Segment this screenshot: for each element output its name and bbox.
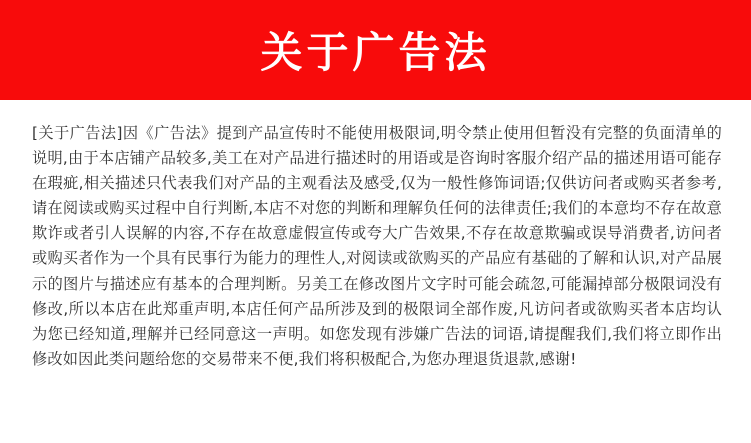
advertising-law-notice: [关于广告法]因《广告法》提到产品宣传时不能使用极限词,明令禁止使用但暂没有完整的负面清单的说明,由于本店铺产品较多,美工在对产品进行描述时的用语或是咨询时客服介绍产品的描述用语可能存在瑕疵,相关描述只代表我们对产品的主观看法及感受,仅为一般性修饰词语;仅供访问者或购买者参考,请在阅读或购买过程中自行判断,本店不对您的判断和理解负任何的法律责任;我们的本意均不存在故意欺诈或者引人误解的内容,不存在故意虚假宣传或夸大广告效果,不存在故意欺骗或误导消费者,访问者或购买者作为一个具有民事行为能力的理性人,对阅读或欲购买的产品应有基础的了解和认识,对产品展示的图片与描述应有基本的合理判断。另美工在修改图片文字时可能会疏忽,可能漏掉部分极限词没有修改,所以本店在此郑重声明,本店任何产品所涉及到的极限词全部作废,凡访问者或欲购买者本店均认为您已经知道,理解并已经同意这一声明。如您发现有涉嫌广告法的词语,请提醒我们,我们将立即作出修改如因此类问题给您的交易带来不便,我们将积极配合,为您办理退货退款,感谢! — [32, 124, 722, 368]
title-banner — [0, 0, 751, 100]
page-title: 关于广告法 — [260, 28, 491, 77]
